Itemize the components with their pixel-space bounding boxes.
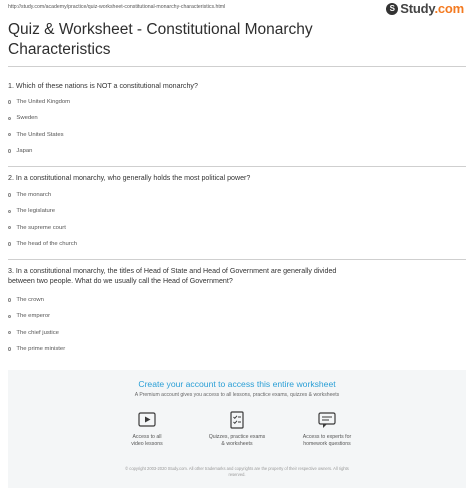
answer-option[interactable] <box>8 236 308 252</box>
study-logo-text: Study.com <box>400 1 464 16</box>
radio-icon[interactable] <box>8 100 11 103</box>
question-3-text <box>8 266 466 286</box>
radio-icon[interactable] <box>8 331 11 334</box>
radio-icon[interactable] <box>8 193 11 196</box>
radio-icon[interactable] <box>8 242 11 245</box>
title-line-2: Characteristics <box>8 41 111 58</box>
answer-label: Sweden <box>16 115 38 122</box>
question-3-options <box>8 292 308 357</box>
answer-label: The supreme court <box>16 224 66 231</box>
answer-label: The head of the church <box>16 241 77 248</box>
expert-chat-icon <box>317 410 337 430</box>
question-divider <box>8 166 466 167</box>
radio-icon[interactable] <box>8 133 11 136</box>
radio-icon[interactable] <box>8 298 11 301</box>
answer-option[interactable] <box>8 127 308 143</box>
answer-option[interactable] <box>8 203 308 219</box>
answer-label: The chief justice <box>16 329 59 336</box>
create-account-link[interactable]: Create your account to access this entire worksheet <box>138 379 336 389</box>
quiz-checklist-icon <box>227 410 247 430</box>
question-3-line-2: between two people. What do we usually call the Head of Government? <box>8 277 233 285</box>
radio-icon[interactable] <box>8 226 11 229</box>
answer-option[interactable] <box>8 220 308 236</box>
study-logo[interactable] <box>386 1 464 16</box>
feature-experts <box>277 410 377 448</box>
answer-option[interactable] <box>8 341 308 357</box>
copyright-notice: © copyright 2003-2020 Study.com. All other trademarks and copyrights are the property of their respective owners. All rights reserved. <box>125 466 349 477</box>
question-2-text: 2. In a constitutional monarchy, who generally holds the most political power? <box>8 174 251 182</box>
title-divider <box>8 66 466 67</box>
feature-quizzes <box>187 410 287 448</box>
radio-icon[interactable] <box>8 149 11 152</box>
top-bar <box>0 0 474 16</box>
radio-icon[interactable] <box>8 117 11 120</box>
feature-label: Quizzes, practice exams & worksheets <box>208 434 266 447</box>
answer-label: The emperor <box>16 313 51 320</box>
answer-option[interactable] <box>8 94 308 110</box>
page-title <box>8 20 368 60</box>
answer-option[interactable] <box>8 110 308 126</box>
answer-label: The monarch <box>16 192 52 199</box>
answer-option[interactable] <box>8 325 308 341</box>
premium-promo-box <box>8 370 466 488</box>
answer-option[interactable] <box>8 143 308 159</box>
radio-icon[interactable] <box>8 315 11 318</box>
answer-label: The United States <box>16 131 64 138</box>
radio-icon[interactable] <box>8 347 11 350</box>
answer-label: The United Kingdom <box>16 99 71 106</box>
question-1-options <box>8 94 308 159</box>
video-play-icon <box>137 410 157 430</box>
page-url: http://study.com/academy/practice/quiz-worksheet-constitutional-monarchy-characteristics.html <box>8 4 226 10</box>
answer-label: The prime minister <box>16 346 66 353</box>
answer-option[interactable] <box>8 292 308 308</box>
question-divider <box>8 259 466 260</box>
answer-label: Japan <box>16 148 33 155</box>
answer-label: The crown <box>16 297 44 304</box>
feature-label: Access to all video lessons <box>131 434 163 447</box>
question-3-line-1: 3. In a constitutional monarchy, the titles of Head of State and Head of Government are generally divided <box>8 267 337 275</box>
radio-icon[interactable] <box>8 210 11 213</box>
study-logo-icon: S <box>386 3 398 15</box>
answer-label: The legislature <box>16 208 56 215</box>
question-1-text: 1. Which of these nations is NOT a constitutional monarchy? <box>8 82 198 90</box>
promo-subheading: A Premium account gives you access to all lessons, practice exams, quizzes & worksheets <box>134 392 340 398</box>
title-line-1: Quiz & Worksheet - Constitutional Monarchy <box>8 21 313 38</box>
answer-option[interactable] <box>8 187 308 203</box>
question-2-options <box>8 187 308 252</box>
feature-label: Access to experts for homework questions <box>302 434 352 447</box>
feature-video-lessons <box>97 410 197 448</box>
answer-option[interactable] <box>8 308 308 324</box>
